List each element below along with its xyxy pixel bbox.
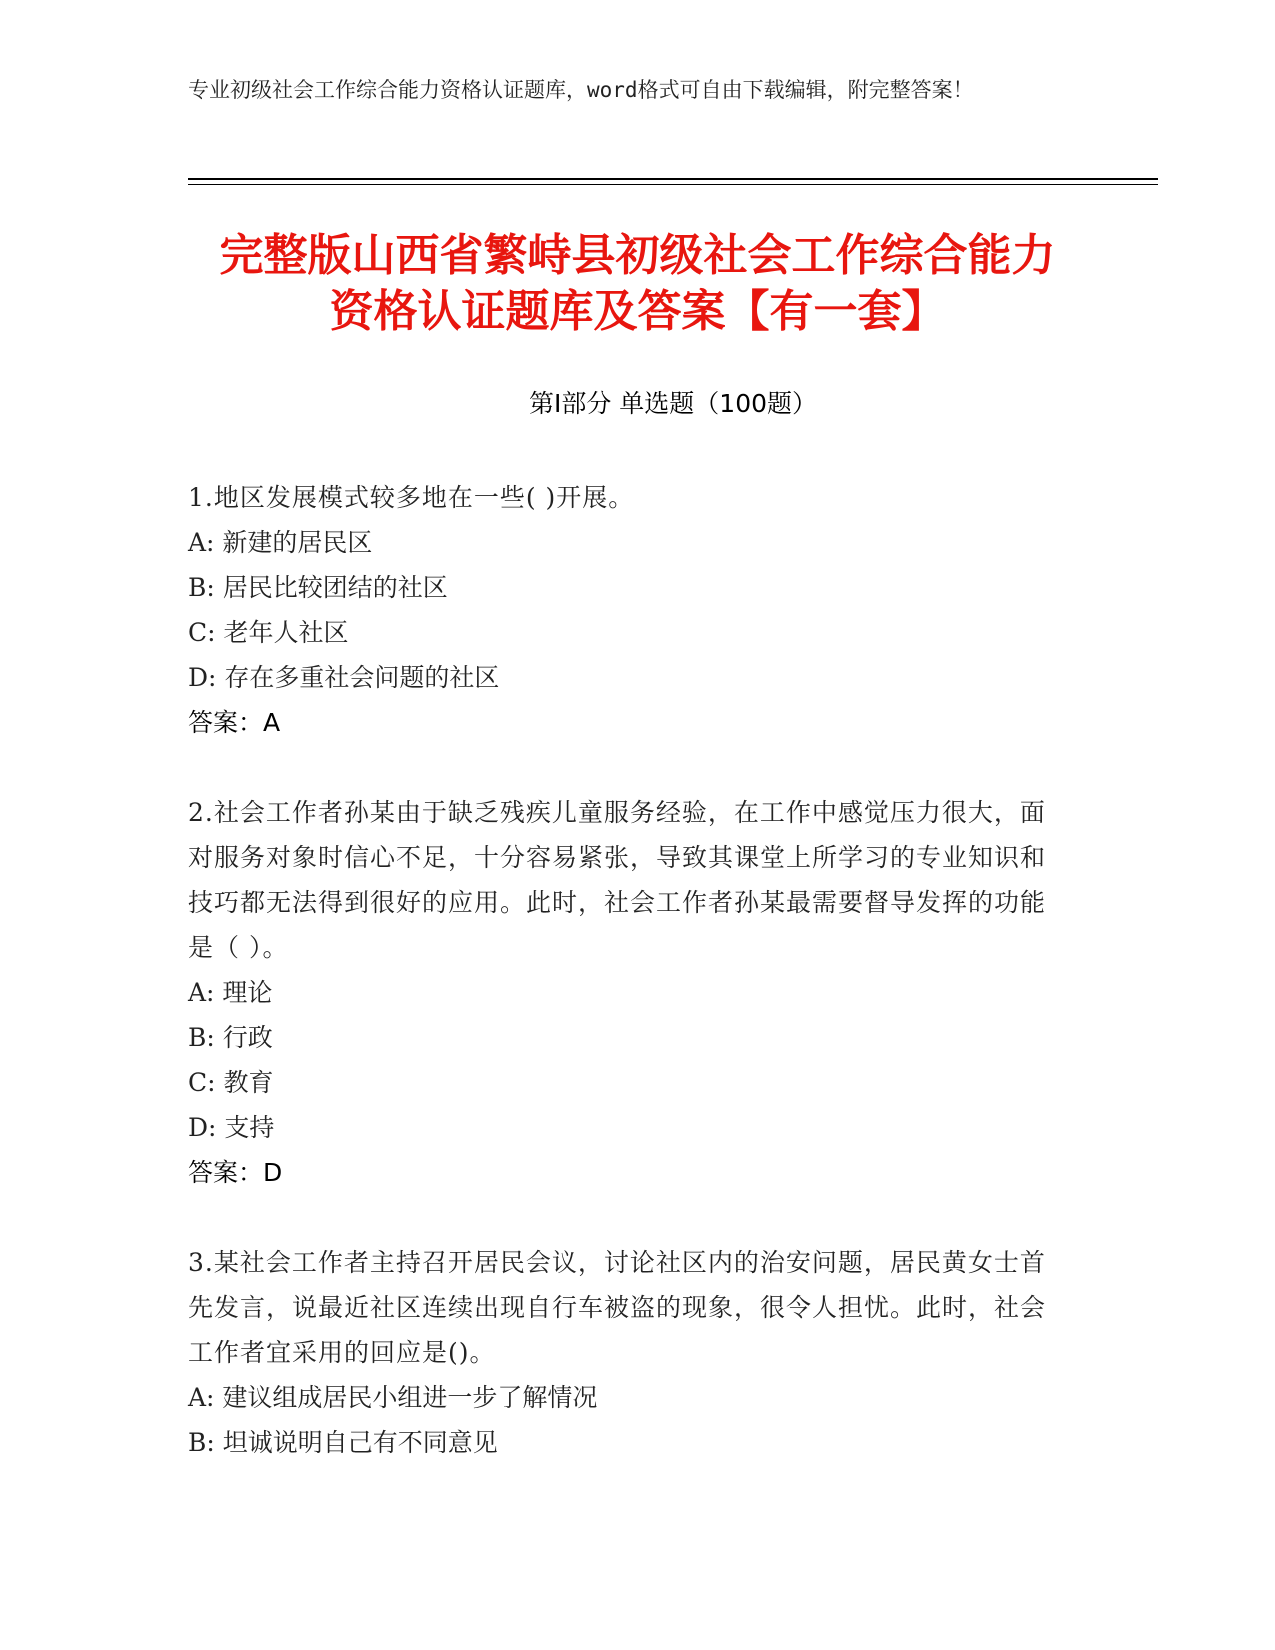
- document-title: [150, 228, 1125, 340]
- question-option-b: B: 行政: [188, 1023, 273, 1052]
- question-option-a: A: 建议组成居民小组进一步了解情况: [188, 1383, 598, 1412]
- question-answer: 答案：D: [188, 1158, 283, 1187]
- question-3: [188, 1240, 1068, 1465]
- question-option-b: B: 居民比较团结的社区: [188, 573, 448, 602]
- section-title: 第Ⅰ部分 单选题（100题）: [528, 389, 818, 418]
- question-option-b: B: 坦诚说明自己有不同意见: [188, 1428, 498, 1457]
- question-option-c: C: 老年人社区: [188, 618, 349, 647]
- question-option-a: A: 新建的居民区: [188, 528, 373, 557]
- document-title-line-1: 完整版山西省繁峙县初级社会工作综合能力: [219, 230, 1056, 281]
- question-list: [188, 475, 1068, 1510]
- question-stem: 1.地区发展模式较多地在一些( )开展。: [188, 483, 635, 512]
- question-stem: 2.社会工作者孙某由于缺乏残疾儿童服务经验，在工作中感觉压力很大，面对服务对象时信心不足，十分容易紧张，导致其课堂上所学习的专业知识和技巧都无法得到很好的应用。此时，社会工作者孙某最需要督导发挥的功能是（ ）。: [188, 798, 1047, 962]
- question-1: [188, 475, 1068, 745]
- header-rule-thick: [188, 178, 1158, 180]
- question-option-a: A: 理论: [188, 978, 273, 1007]
- question-2: [188, 790, 1068, 1195]
- question-option-d: D: 存在多重社会问题的社区: [188, 663, 500, 692]
- question-stem: 3.某社会工作者主持召开居民会议，讨论社区内的治安问题，居民黄女士首先发言，说最近社区连续出现自行车被盗的现象，很令人担忧。此时，社会工作者宜采用的回应是()。: [188, 1248, 1047, 1367]
- document-title-line-2: 资格认证题库及答案【有一套】: [329, 286, 946, 337]
- question-option-d: D: 支持: [188, 1113, 275, 1142]
- question-answer: 答案：A: [188, 708, 281, 737]
- question-option-c: C: 教育: [188, 1068, 274, 1097]
- document-header-note: 专业初级社会工作综合能力资格认证题库，word格式可自由下载编辑，附完整答案！: [188, 78, 974, 102]
- header-rule-thin: [188, 184, 1158, 185]
